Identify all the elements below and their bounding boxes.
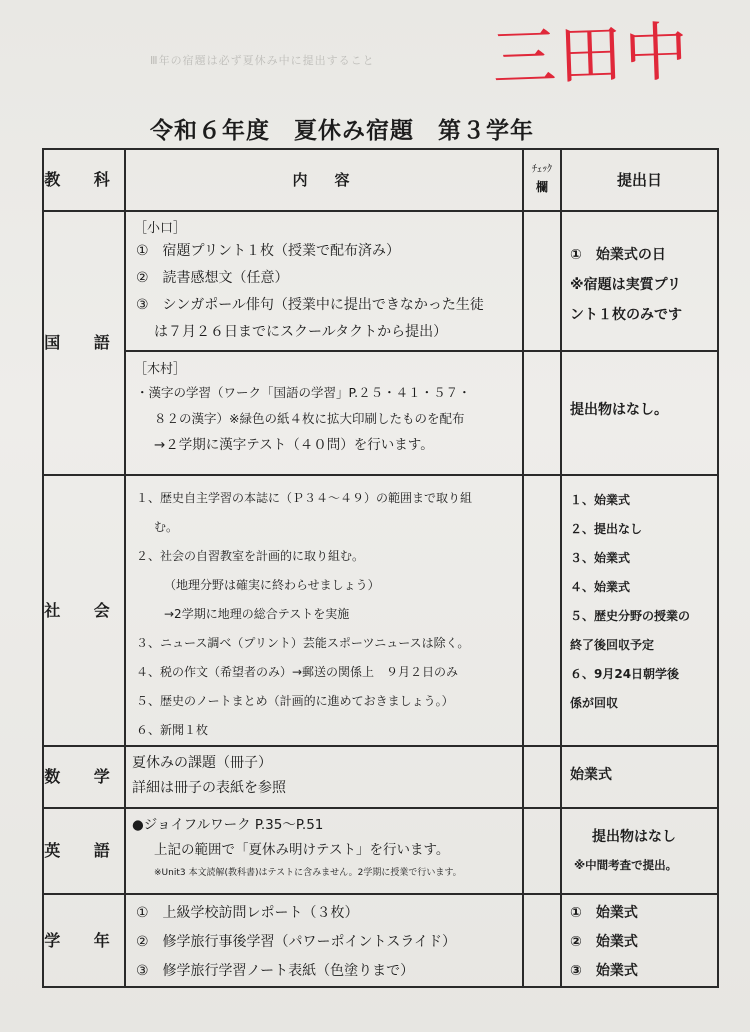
header-due: 提出日 [561, 149, 718, 211]
teacher-kimura: ［木村］ [134, 362, 187, 377]
due-line: ※宿題は実質プリ [570, 277, 682, 293]
gakunen-line-3: ③ 修学旅行学習ノート表紙（色塗りまで） [136, 963, 415, 979]
eigo-due [561, 808, 718, 894]
teacher-komichi: ［小口］ [134, 221, 187, 236]
due-line: 終了後回収予定 [570, 638, 655, 652]
header-row [43, 149, 718, 211]
sugaku-due [561, 746, 718, 808]
header-check-line2: 欄 [535, 180, 548, 195]
kokugo-komichi-row [43, 211, 718, 351]
shakai-line-7: ４、税の作文（希望者のみ）→郵送の関係上 ９月２日のみ [136, 665, 459, 679]
due-line: ６、9月24日朝学後 [570, 667, 680, 681]
kokugo-komichi-content [125, 211, 523, 351]
sugaku-line-1: 夏休みの課題（冊子） [132, 755, 272, 771]
due-line: ※中間考査で提出。 [574, 858, 678, 872]
header-check-line1: ﾁｪｯｸ [532, 164, 552, 176]
due-line: 提出物はなし。 [570, 402, 668, 418]
shakai-line-4: （地理分野は確実に終わらせましょう） [164, 578, 380, 592]
due-line: 係が回収 [570, 696, 619, 710]
shakai-content [125, 475, 523, 746]
due-line: ３、始業式 [570, 551, 631, 565]
due-line: ③ 始業式 [570, 963, 638, 979]
sugaku-line-2: 詳細は冊子の表紙を参照 [132, 780, 286, 796]
page-title: 令和６年度 夏休み宿題 第３学年 [150, 118, 534, 144]
shakai-line-9: ６、新聞１枚 [136, 723, 209, 737]
eigo-line-3: ※Unit3 本文読解(教科書)はテストに含みません。2学期に授業で行います。 [154, 868, 462, 878]
check-cell[interactable] [523, 351, 561, 475]
kokugo-kimura-line-2: ８２の漢字）※緑色の紙４枚に拡大印刷したものを配布 [154, 411, 465, 426]
bleed-through-text: Ⅲ年の宿題は必ず夏休み中に提出すること [150, 54, 375, 67]
shakai-line-3: ２、社会の自習教室を計画的に取り組む。 [136, 549, 365, 563]
sugaku-row [43, 746, 718, 808]
kokugo-line-3: ③ シンガポール俳句（授業中に提出できなかった生徒 [136, 297, 484, 313]
check-cell[interactable] [523, 211, 561, 351]
due-line: 提出物はなし [592, 829, 676, 845]
due-line: １、始業式 [570, 493, 631, 507]
due-line: ５、歴史分野の授業の [570, 609, 691, 623]
header-content: 内 容 [125, 149, 523, 211]
check-cell[interactable] [523, 746, 561, 808]
subject-shakai: 社 会 [43, 475, 125, 746]
kokugo-line-4: は７月２６日までにスクールタクトから提出） [154, 324, 448, 340]
kokugo-kimura-due [561, 351, 718, 475]
shakai-line-8: ５、歴史のノートまとめ（計画的に進めておきましょう。） [136, 694, 454, 708]
kokugo-line-1: ① 宿題プリント１枚（授業で配布済み） [136, 243, 400, 259]
subject-gakunen: 学 年 [43, 894, 125, 987]
sugaku-content [125, 746, 523, 808]
kokugo-kimura-row [43, 351, 718, 475]
shakai-row [43, 475, 718, 746]
eigo-line-2: 上記の範囲で「夏休み明けテスト」を行います。 [154, 842, 450, 858]
due-line: ① 始業式 [570, 905, 638, 921]
eigo-line-1: ●ジョイフルワーク P.35～P.51 [132, 817, 324, 833]
check-cell[interactable] [523, 475, 561, 746]
header-subject: 教 科 [43, 149, 125, 211]
kokugo-line-2: ② 読書感想文（任意） [136, 270, 289, 286]
subject-kokugo: 国 語 [43, 211, 125, 475]
gakunen-due [561, 894, 718, 987]
shakai-line-1: １、歴史自主学習の本誌に（Ｐ３４～４９）の範囲まで取り組 [136, 491, 473, 505]
due-line: ２、提出なし [570, 522, 643, 536]
gakunen-content [125, 894, 523, 987]
kokugo-kimura-line-3: →２学期に漢字テスト（４０問）を行います。 [154, 437, 434, 453]
handwritten-school-name: 三田中 [490, 15, 692, 97]
check-cell[interactable] [523, 808, 561, 894]
kokugo-kimura-line-1: ・漢字の学習（ワーク「国語の学習」P.２５・４１・５７・ [136, 385, 471, 400]
gakunen-line-2: ② 修学旅行事後学習（パワーポイントスライド） [136, 934, 456, 950]
due-line: ① 始業式の日 [570, 247, 666, 263]
due-line: ② 始業式 [570, 934, 638, 950]
due-line: ント１枚のみです [570, 307, 682, 323]
shakai-line-5: →2学期に地理の総合テストを実施 [164, 607, 350, 621]
eigo-content [125, 808, 523, 894]
check-cell[interactable] [523, 894, 561, 987]
eigo-row [43, 808, 718, 894]
shakai-line-2: む。 [154, 520, 179, 534]
due-line: ４、始業式 [570, 580, 631, 594]
gakunen-row [43, 894, 718, 987]
shakai-due [561, 475, 718, 746]
kokugo-kimura-content [125, 351, 523, 475]
gakunen-line-1: ① 上級学校訪問レポート（３枚） [136, 905, 359, 921]
kokugo-komichi-due [561, 211, 718, 351]
due-line: 始業式 [570, 767, 612, 783]
subject-sugaku: 数 学 [43, 746, 125, 808]
header-check [523, 149, 561, 211]
subject-eigo: 英 語 [43, 808, 125, 894]
shakai-line-6: ３、ニュース調べ（プリント）芸能スポーツニュースは除く。 [136, 636, 470, 650]
homework-table [42, 148, 719, 988]
